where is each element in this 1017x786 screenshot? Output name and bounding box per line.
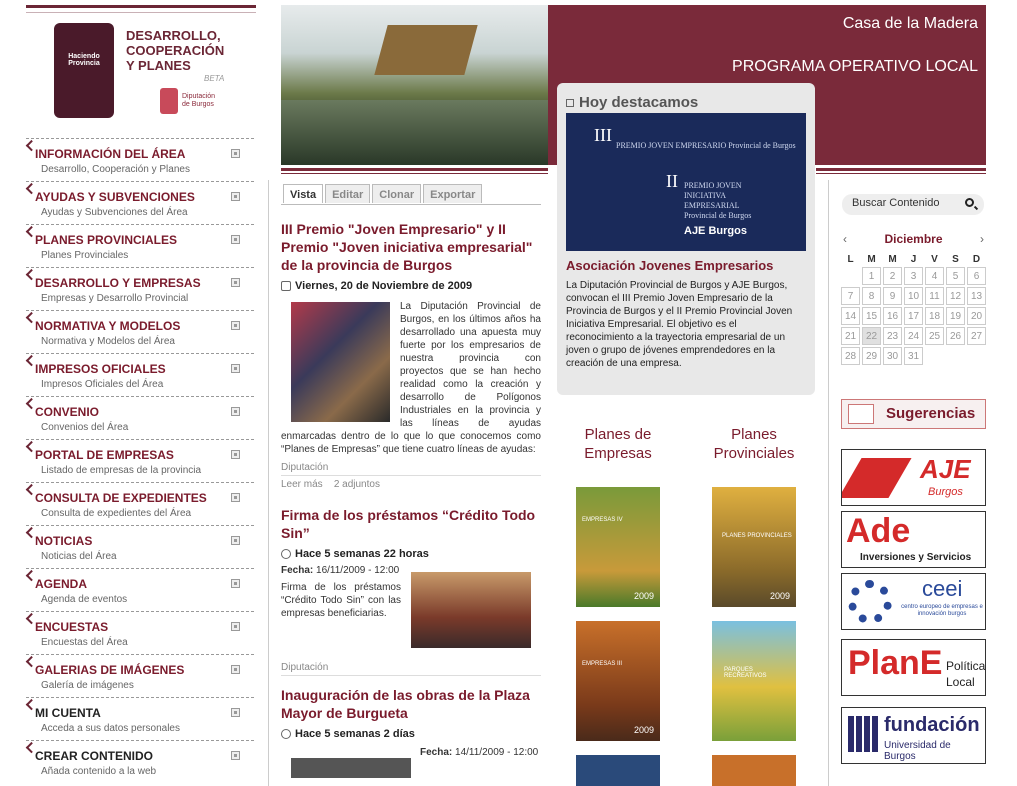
calendar-weekday: M: [867, 254, 876, 265]
featured-org-title[interactable]: Asociación Jovenes Empresarios: [566, 258, 774, 273]
search-box[interactable]: [842, 194, 984, 215]
sugerencias-label: Sugerencias: [886, 405, 976, 422]
featured-text: La Diputación Provincial de Burgos y AJE Burgos, convocan el III Premio Joven Empresario de la Provincia de Burgos y el II Premio Provincial Joven Iniciativa Empresarial. El objetivo es el reconocimiento a la trayectoria empresarial de un joven o grupo de jóvenes emprendedores en la creación de una empresa.: [566, 280, 793, 369]
calendar-day[interactable]: 4: [925, 267, 944, 285]
search-input[interactable]: Buscar Contenido: [852, 197, 940, 209]
fecha-value: 14/11/2009 - 12:00: [455, 747, 539, 758]
calendar-icon: [281, 281, 291, 291]
square-icon: [566, 99, 574, 107]
cover-label: EMPRESAS III: [582, 661, 623, 667]
cover-next-left[interactable]: [576, 755, 660, 786]
nav-item-sub: Impresos Oficiales del Área: [41, 379, 164, 390]
calendar-day[interactable]: 11: [925, 287, 944, 305]
calendar-header: [841, 232, 986, 246]
search-icon[interactable]: [965, 198, 974, 207]
calendar-day[interactable]: 23: [883, 327, 902, 345]
main-nav: [26, 138, 254, 783]
badge-text: Haciendo Provincia: [68, 53, 100, 67]
cover-parques-recreativos[interactable]: [712, 621, 796, 741]
article-links: [281, 475, 541, 496]
header-rule-thin: [281, 173, 548, 174]
expand-icon[interactable]: [231, 622, 240, 631]
expand-icon[interactable]: [231, 407, 240, 416]
featured-image-numeral: III: [594, 125, 612, 145]
nav-item[interactable]: [26, 439, 254, 482]
nav-item-label[interactable]: DESARROLLO Y EMPRESAS: [35, 276, 201, 290]
featured-image-numeral-2: II: [666, 171, 678, 191]
ceei-name: ceei: [922, 576, 963, 601]
nav-item[interactable]: [26, 353, 254, 396]
column-divider: [828, 180, 829, 786]
cover-empresas-iii[interactable]: [576, 621, 660, 741]
expand-icon[interactable]: [231, 364, 240, 373]
site-title-line-2: COOPERACIÓN: [126, 43, 225, 58]
logo-divider: [26, 12, 256, 13]
site-title-line-1: DESARROLLO,: [126, 28, 221, 43]
cover-label: EMPRESAS IV: [582, 517, 623, 523]
cover-planes-provinciales[interactable]: [712, 487, 796, 607]
calendar-day[interactable]: 27: [967, 327, 986, 345]
calendar-day[interactable]: 20: [967, 307, 986, 325]
expand-icon[interactable]: [231, 192, 240, 201]
nav-item[interactable]: [26, 224, 254, 267]
nav-item-sub: Agenda de eventos: [41, 594, 128, 605]
expand-icon[interactable]: [231, 665, 240, 674]
calendar-empty-cell: [967, 347, 986, 365]
nav-item[interactable]: [26, 482, 254, 525]
calendar-day[interactable]: 5: [946, 267, 965, 285]
nav-item-sub: Desarrollo, Cooperación y Planes: [41, 164, 190, 175]
cover-year: 2009: [769, 591, 790, 601]
nav-item-label[interactable]: PLANES PROVINCIALES: [35, 233, 178, 247]
nav-item-sub: Consulta de expedientes del Área: [41, 508, 192, 519]
nav-item[interactable]: [26, 138, 254, 181]
nav-item[interactable]: [26, 181, 254, 224]
plane-logo[interactable]: [841, 639, 986, 696]
calendar-day[interactable]: 8: [862, 287, 881, 305]
article-photo: [291, 758, 411, 778]
calendar-weekday: J: [910, 254, 917, 265]
nav-item-sub: Convenios del Área: [41, 422, 129, 433]
calendar-month: Diciembre: [884, 232, 943, 246]
nav-item-label[interactable]: GALERIAS DE IMÁGENES: [35, 663, 185, 677]
header-rule-right-thin: [816, 173, 986, 174]
calendar-day[interactable]: 30: [883, 347, 902, 365]
clock-icon: [281, 549, 291, 559]
nav-item-sub: Añada contenido a la web: [41, 766, 157, 777]
nav-item[interactable]: [26, 740, 254, 783]
cover-empresas-iv[interactable]: [576, 487, 660, 607]
envelope-icon: [848, 404, 874, 424]
article-date-text: Hace 5 semanas 22 horas: [295, 548, 429, 560]
calendar-empty-cell: [946, 347, 965, 365]
haciendo-provincia-badge: [54, 23, 114, 118]
calendar-day[interactable]: 19: [946, 307, 965, 325]
article-title[interactable]: Inauguración de las obras de la Plaza Mayor de Burgueta: [281, 687, 530, 721]
article-date-text: Hace 5 semanas 2 días: [295, 728, 415, 740]
featured-heading: [566, 94, 698, 111]
calendar-day[interactable]: 24: [904, 327, 923, 345]
fundacion-name: fundación: [884, 714, 980, 736]
calendar-day[interactable]: 1: [862, 267, 881, 285]
calendar-day[interactable]: 17: [904, 307, 923, 325]
site-logo[interactable]: [26, 5, 256, 135]
cover-label: PARQUES RECREATIVOS: [724, 667, 767, 679]
article-date: [281, 548, 541, 560]
ade-name: Ade: [846, 512, 911, 550]
article-body-wrap: [281, 744, 541, 774]
expand-icon[interactable]: [231, 708, 240, 717]
featured-image-text: PREMIO JOVEN EMPRESARIO Provincial de Burgos: [616, 141, 796, 150]
calendar-day[interactable]: 25: [925, 327, 944, 345]
nav-item-sub: Normativa y Modelos del Área: [41, 336, 175, 347]
expand-icon[interactable]: [231, 321, 240, 330]
ceei-logo[interactable]: [841, 573, 986, 630]
water-shape: [281, 100, 548, 165]
nav-item-label[interactable]: ENCUESTAS: [35, 620, 109, 634]
nav-item[interactable]: [26, 568, 254, 611]
seal-icon: [160, 88, 178, 114]
calendar-next-button[interactable]: ›: [980, 232, 984, 246]
fundacion-logo[interactable]: [841, 707, 986, 764]
calendar-day[interactable]: 6: [967, 267, 986, 285]
fecha-label: Fecha:: [420, 747, 453, 758]
banner-line-2: PROGRAMA OPERATIVO LOCAL: [732, 58, 978, 75]
article-list: [281, 220, 541, 774]
tab-vista[interactable]: Vista: [283, 184, 323, 203]
cover-next-right[interactable]: [712, 755, 796, 786]
article-body: La Diputación Provincial de Burgos, en los últimos años ha desarrollado una apuesta muy fuerte por los empresarios de nuestra provincia con proyectos que se han hecho realidad como la creación y desarrollo de Polígonos Industriales en la provincia y las líneas de ayudas enmarcadas dentro de lo que lo que conocemos como “Planes de Empresas” que tiene cuatro líneas de ayudas:: [281, 301, 541, 455]
calendar-day[interactable]: 9: [883, 287, 902, 305]
expand-icon[interactable]: [231, 493, 240, 502]
article-photo: [291, 302, 390, 422]
calendar-day[interactable]: 26: [946, 327, 965, 345]
expand-icon[interactable]: [231, 278, 240, 287]
article-body-wrap: [281, 300, 541, 456]
calendar-day[interactable]: 29: [862, 347, 881, 365]
nav-item-sub: Planes Provinciales: [41, 250, 129, 261]
nav-item[interactable]: [26, 697, 254, 740]
article-date-text: Viernes, 20 de Noviembre de 2009: [295, 280, 473, 292]
article-taxonomy[interactable]: Diputación: [281, 662, 541, 676]
calendar-day[interactable]: 18: [925, 307, 944, 325]
fundacion-sub: Universidad de Burgos: [884, 740, 951, 762]
aje-sub: Burgos: [928, 486, 963, 498]
calendar-day[interactable]: 22: [862, 327, 881, 345]
calendar-day[interactable]: 31: [904, 347, 923, 365]
nav-item-label[interactable]: NORMATIVA Y MODELOS: [35, 319, 181, 333]
cover-year: 2009: [633, 725, 654, 735]
calendar-weekday: D: [972, 254, 981, 265]
article-date: [281, 280, 541, 292]
nav-item-label[interactable]: IMPRESOS OFICIALES: [35, 362, 166, 376]
tabs-underline: [281, 204, 541, 205]
cover-year: 2009: [633, 591, 654, 601]
article-title[interactable]: Firma de los préstamos “Crédito Todo Sin”: [281, 507, 536, 541]
aje-logo[interactable]: [841, 449, 986, 506]
nav-item-sub: Listado de empresas de la provincia: [41, 465, 202, 476]
calendar-grid: [841, 254, 986, 365]
expand-icon[interactable]: [231, 536, 240, 545]
site-title: [126, 28, 224, 73]
sugerencias-button[interactable]: [841, 399, 986, 429]
featured-heading-text: Hoy destacamos: [579, 94, 699, 111]
calendar-day[interactable]: 10: [904, 287, 923, 305]
expand-icon[interactable]: [231, 149, 240, 158]
featured-box: [557, 83, 815, 395]
tab-clonar[interactable]: Clonar: [372, 184, 421, 203]
article: [281, 220, 541, 496]
hero-image: [281, 5, 548, 165]
article-date: [281, 728, 541, 740]
nav-item-sub: Empresas y Desarrollo Provincial: [41, 293, 189, 304]
featured-image[interactable]: [566, 113, 806, 251]
beta-label: BETA: [204, 74, 225, 83]
attachments-link[interactable]: 2 adjuntos: [333, 479, 380, 490]
calendar-weekday: M: [888, 254, 897, 265]
featured-image-text-2: PREMIO JOVEN INICIATIVA EMPRESARIAL Provincial de Burgos: [684, 181, 752, 220]
diputacion-line-2: de Burgos: [182, 101, 214, 108]
nav-item-sub: Encuestas del Área: [41, 637, 128, 648]
article-title[interactable]: III Premio "Joven Empresario" y II Premio "Joven iniciativa empresarial" de la provincia de Burgos: [281, 221, 533, 273]
column-divider: [268, 180, 269, 786]
calendar-weekday: L: [847, 254, 854, 265]
article-fecha: [281, 564, 401, 577]
banner-line-1: Casa de la Madera: [842, 15, 978, 32]
content-tabs: [283, 184, 482, 203]
diputacion-line-1: Diputación: [182, 93, 216, 100]
fundacion-mark: [848, 716, 878, 752]
nav-item-sub: Ayudas y Subvenciones del Área: [41, 207, 188, 218]
calendar-prev-button[interactable]: ‹: [843, 232, 847, 246]
calendar-day[interactable]: 2: [883, 267, 902, 285]
aje-mark: [841, 458, 912, 498]
nav-item[interactable]: [26, 611, 254, 654]
nav-item[interactable]: [26, 310, 254, 353]
calendar-empty-cell: [925, 347, 944, 365]
calendar-empty-cell: [841, 267, 860, 285]
cover-label: PLANES PROVINCIALES: [722, 533, 792, 539]
nav-item[interactable]: [26, 267, 254, 310]
nav-item-label[interactable]: CREAR CONTENIDO: [35, 749, 154, 763]
article-photo: [411, 572, 531, 648]
plane-sub: Política Local: [946, 659, 986, 689]
calendar-weekday: V: [931, 254, 938, 265]
read-more-link[interactable]: Leer más: [281, 479, 323, 490]
calendar-day[interactable]: 16: [883, 307, 902, 325]
nav-item-label[interactable]: AGENDA: [35, 577, 88, 591]
nav-item-label[interactable]: PORTAL DE EMPRESAS: [35, 448, 174, 462]
ceei-sub: centro europeo de empresas e innovación burgos: [901, 604, 983, 617]
diputacion-logo: [160, 88, 215, 114]
expand-icon[interactable]: [231, 579, 240, 588]
calendar-day[interactable]: 13: [967, 287, 986, 305]
expand-icon[interactable]: [231, 751, 240, 760]
nav-item-sub: Noticias del Área: [41, 551, 117, 562]
site-title-line-3: Y PLANES: [126, 58, 191, 73]
nav-item-sub: Acceda a sus datos personales: [41, 723, 180, 734]
article: [281, 506, 541, 676]
planes-provinciales-title[interactable]: Planes Provinciales: [713, 426, 795, 462]
diputacion-text: [182, 93, 215, 109]
nav-item-label[interactable]: AYUDAS Y SUBVENCIONES: [35, 190, 195, 204]
clock-icon: [281, 729, 291, 739]
building-shape: [374, 25, 477, 75]
plane-name: PlanE: [848, 644, 943, 682]
article-body-wrap: [281, 564, 541, 656]
article-taxonomy[interactable]: Diputación: [281, 462, 329, 473]
planes-empresas-title[interactable]: Planes de Empresas: [584, 426, 652, 462]
tab-exportar[interactable]: Exportar: [423, 184, 482, 203]
tab-editar[interactable]: Editar: [325, 184, 370, 203]
expand-icon[interactable]: [231, 450, 240, 459]
fecha-label: Fecha:: [281, 565, 314, 576]
calendar-day[interactable]: 21: [841, 327, 860, 345]
calendar-day[interactable]: 3: [904, 267, 923, 285]
calendar-day[interactable]: 12: [946, 287, 965, 305]
nav-item-label[interactable]: MI CUENTA: [35, 706, 101, 720]
ceei-mark: [848, 580, 892, 624]
header-rule-right: [816, 168, 986, 171]
calendar-day[interactable]: 14: [841, 307, 860, 325]
expand-icon[interactable]: [231, 235, 240, 244]
fecha-value: 16/11/2009 - 12:00: [316, 565, 400, 576]
calendar: [841, 232, 986, 365]
nav-item-label[interactable]: NOTICIAS: [35, 534, 93, 548]
article-body: Firma de los préstamos “Crédito Todo Sin” con las empresas beneficiarias.: [281, 582, 401, 619]
calendar-day[interactable]: 7: [841, 287, 860, 305]
calendar-day[interactable]: 15: [862, 307, 881, 325]
ade-logo[interactable]: [841, 511, 986, 568]
article-fecha: [420, 746, 540, 759]
nav-item-label[interactable]: INFORMACIÓN DEL ÁREA: [35, 147, 186, 161]
header-rule: [281, 168, 548, 171]
nav-item[interactable]: [26, 654, 254, 697]
nav-item[interactable]: [26, 525, 254, 568]
calendar-day[interactable]: 28: [841, 347, 860, 365]
nav-item-label[interactable]: CONVENIO: [35, 405, 100, 419]
aje-name: AJE: [920, 454, 971, 484]
nav-item-sub: Galería de imágenes: [41, 680, 134, 691]
nav-item-label[interactable]: CONSULTA DE EXPEDIENTES: [35, 491, 207, 505]
ade-sub: Inversiones y Servicios: [860, 552, 972, 563]
nav-item[interactable]: [26, 396, 254, 439]
article: [281, 686, 541, 774]
calendar-weekday: S: [952, 254, 959, 265]
featured-image-aje: AJE Burgos: [684, 225, 747, 237]
